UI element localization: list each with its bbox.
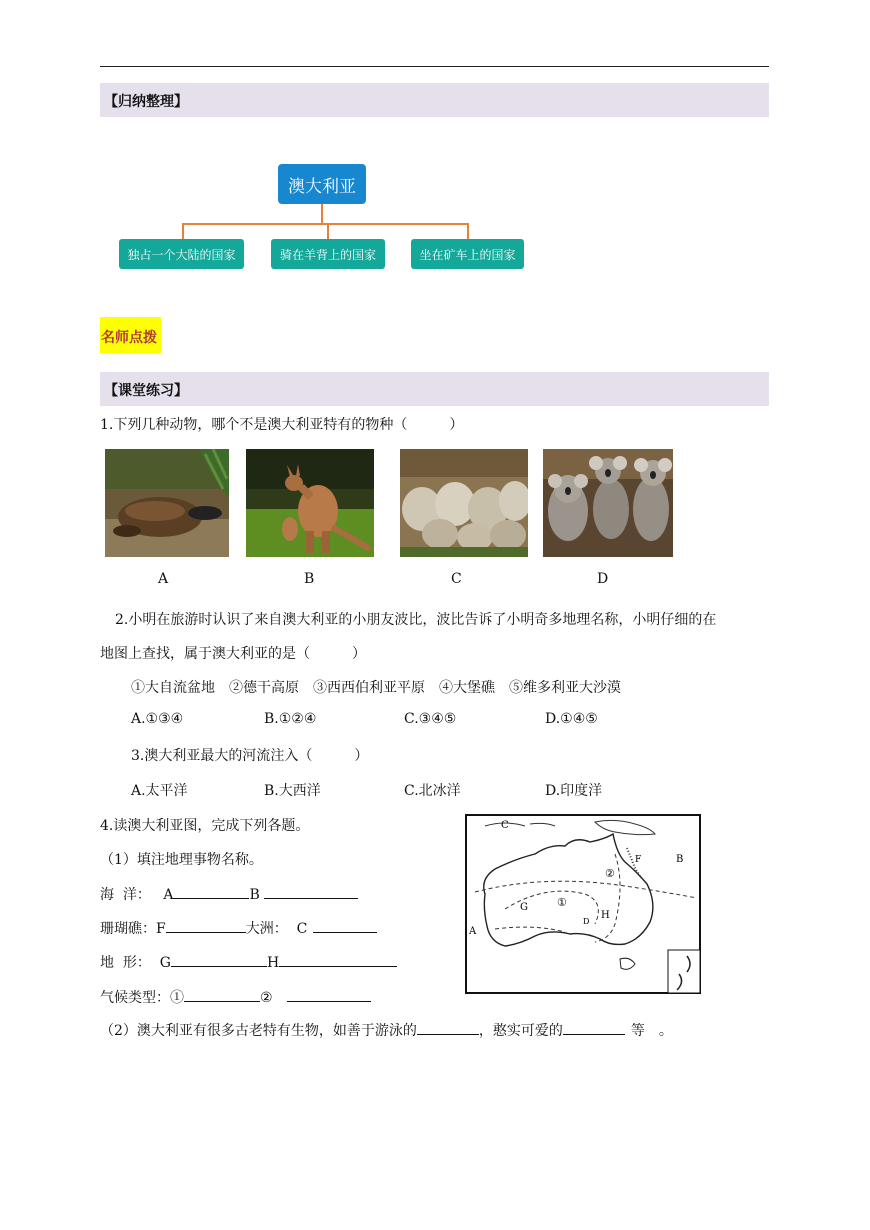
q2-items: ①大自流盆地 ②德干高原 ③西西伯利亚平原 ④大堡礁 ⑤维多利亚大沙漠 [131, 680, 621, 696]
q3-option-b: B.大西洋 [264, 783, 321, 799]
q4-ocean-row [100, 884, 358, 904]
photo-kangaroo [246, 449, 374, 557]
q1-option-d: D [597, 571, 609, 587]
q4-sub2-a: （2）澳大利亚有很多古老特有生物，如善于游泳的 [100, 1023, 417, 1039]
q4-climate-2: ② [260, 990, 273, 1006]
q4-continent-label: 大洲： C [245, 921, 308, 937]
q4-ocean-label: 海 洋： [100, 887, 151, 903]
section-band-summary [100, 83, 769, 117]
q4-reef-row [100, 918, 377, 938]
section-title-summary: 【归纳整理】 [104, 94, 188, 110]
q4-ocean-a: A [163, 887, 174, 903]
q1-option-a: A [158, 571, 169, 587]
header-rule [100, 66, 769, 67]
q4-continent-blank[interactable] [313, 918, 377, 933]
photo-koalas [543, 449, 673, 557]
tips-title: 名师点拨 [101, 330, 157, 346]
q2-line1: 2.小明在旅游时认识了来自澳大利亚的小朋友波比，波比告诉了小明奇多地理名称，小明仔细的在 [115, 612, 717, 628]
mindmap-branch-2: 骑在羊背上的国家 [271, 239, 385, 269]
australia-map [465, 814, 701, 994]
photo-platypus [105, 449, 229, 557]
q3-option-c: C.北冰洋 [404, 783, 461, 799]
q1-option-c: C [451, 571, 462, 587]
q4-terrain-g-blank[interactable] [171, 952, 267, 967]
map-label-b: B [676, 854, 684, 865]
q4-sub2-c: 等 。 [630, 1023, 673, 1039]
q4-sub2-b: ，憨实可爱的 [478, 1023, 563, 1039]
q4-ocean-b-blank[interactable] [264, 884, 358, 899]
map-label-g: G [520, 902, 528, 913]
map-label-a: A [469, 926, 477, 937]
q1-text: 1.下列几种动物，哪个不是澳大利亚特有的物种（ ） [100, 417, 464, 433]
q4-ocean-a-blank[interactable] [173, 884, 249, 899]
q2-line2: 地图上查找，属于澳大利亚的是（ ） [100, 646, 366, 662]
q2-option-d: D.①④⑤ [545, 711, 598, 727]
q4-sub1: （1）填注地理事物名称。 [100, 852, 263, 868]
map-label-h: H [601, 910, 610, 921]
tips-highlight [100, 317, 161, 353]
mindmap-connector-vertical [321, 204, 323, 224]
q4-ocean-b: B [249, 887, 260, 903]
q4-sub2-row [100, 1020, 673, 1040]
q3-option-a: A.太平洋 [131, 783, 188, 799]
q4-reef-label: 珊瑚礁：F [100, 921, 166, 937]
map-label-f: F [635, 855, 642, 865]
mindmap-connector-right [467, 223, 469, 239]
map-label-2: ② [605, 867, 615, 880]
q2-option-c: C.③④⑤ [404, 711, 457, 727]
q4-terrain-label: 地 形： G [100, 955, 171, 971]
mindmap-connector-middle [327, 223, 329, 239]
map-label-d: D [583, 917, 590, 926]
q3-text: 3.澳大利亚最大的河流注入（ ） [131, 748, 369, 764]
q4-terrain-row [100, 952, 397, 972]
mindmap-connector-left [182, 223, 184, 239]
mindmap-branch-1: 独占一个大陆的国家 [119, 239, 244, 269]
q4-terrain-h: H [266, 955, 280, 971]
q4-text: 4.读澳大利亚图，完成下列各题。 [100, 818, 310, 834]
q3-option-d: D.印度洋 [545, 783, 603, 799]
q4-climate-row [100, 987, 371, 1007]
q4-climate-label: 气候类型：① [100, 990, 184, 1006]
section-title-exercise: 【课堂练习】 [104, 383, 188, 399]
q2-option-a: A.①③④ [131, 711, 184, 727]
q4-sub2-blank-1[interactable] [417, 1020, 479, 1035]
q4-climate-2-blank[interactable] [287, 987, 371, 1002]
mindmap-connector-horizontal [182, 223, 469, 225]
q4-reef-blank[interactable] [166, 918, 246, 933]
q1-option-b: B [304, 571, 315, 587]
map-label-c: C [501, 820, 509, 831]
section-band-exercise [100, 372, 769, 406]
q4-climate-1-blank[interactable] [184, 987, 260, 1002]
q2-option-b: B.①②④ [264, 711, 317, 727]
photo-sheep [400, 449, 528, 557]
q4-terrain-h-blank[interactable] [279, 952, 397, 967]
q4-sub2-blank-2[interactable] [563, 1020, 625, 1035]
map-label-1: ① [557, 896, 567, 909]
mindmap-branch-3: 坐在矿车上的国家 [411, 239, 524, 269]
mindmap-root: 澳大利亚 [278, 164, 366, 204]
